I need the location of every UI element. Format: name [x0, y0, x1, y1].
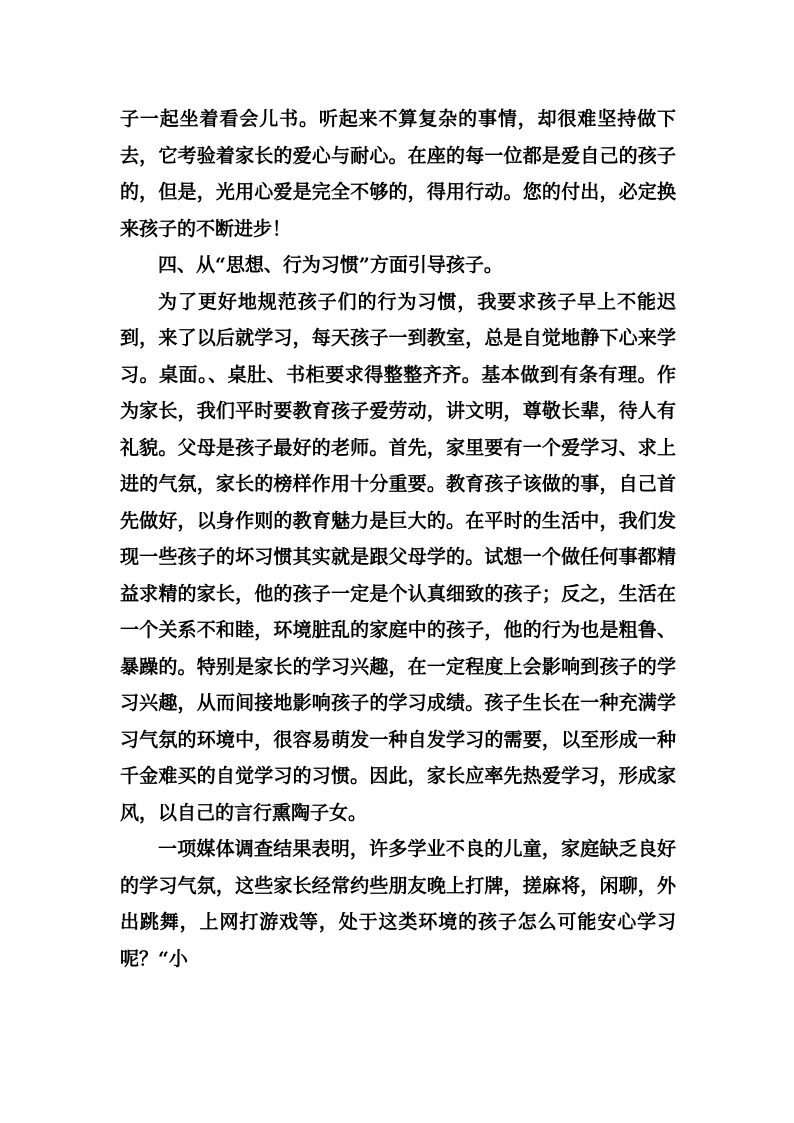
paragraph-continued: 子一起坐着看会儿书。听起来不算复杂的事情，却很难坚持做下去，它考验着家长的爱心与耐心。在座的每一位都是爱自己的孩子的，但是，光用心爱是完全不够的，得用行动。您的付出，必定换来孩子的不断进步！: [120, 108, 676, 240]
paragraph: 一项媒体调查结果表明，许多学业不良的儿童，家庭缺乏良好的学习气氛，这些家长经常约些朋友晚上打牌，搓麻将，闲聊，外出跳舞，上网打游戏等，处于这类环境的孩子怎么可能安心学习呢？“小: [120, 838, 676, 970]
section-heading: 四、从“思想、行为习惯”方面引导孩子。: [158, 254, 503, 276]
document-body: [120, 101, 676, 977]
paragraph: 为了更好地规范孩子们的行为习惯，我要求孩子早上不能迟到，来了以后就学习，每天孩子一到教室，总是自觉地静下心来学习。桌面。、桌肚、书柜要求得整整齐齐。基本做到有条有理。作为家长，我们平时要教育孩子爱劳动，讲文明，尊敬长辈，待人有礼貌。父母是孩子最好的老师。首先，家里要有一个爱学习、求上进的气氛，家长的榜样作用十分重要。教育孩子该做的事，自己首先做好，以身作则的教育魅力是巨大的。在平时的生活中，我们发现一些孩子的坏习惯其实就是跟父母学的。试想一个做任何事都精益求精的家长，他的孩子一定是个认真细致的孩子；反之，生活在一个关系不和睦，环境脏乱的家庭中的孩子，他的行为也是粗鲁、暴躁的。特别是家长的学习兴趣，在一定程度上会影响到孩子的学习兴趣，从而间接地影响孩子的学习成绩。孩子生长在一种充满学习气氛的环境中，很容易萌发一种自发学习的需要，以至形成一种千金难买的自觉学习的习惯。因此，家长应率先热爱学习，形成家风，以自己的言行熏陶子女。: [120, 290, 676, 824]
